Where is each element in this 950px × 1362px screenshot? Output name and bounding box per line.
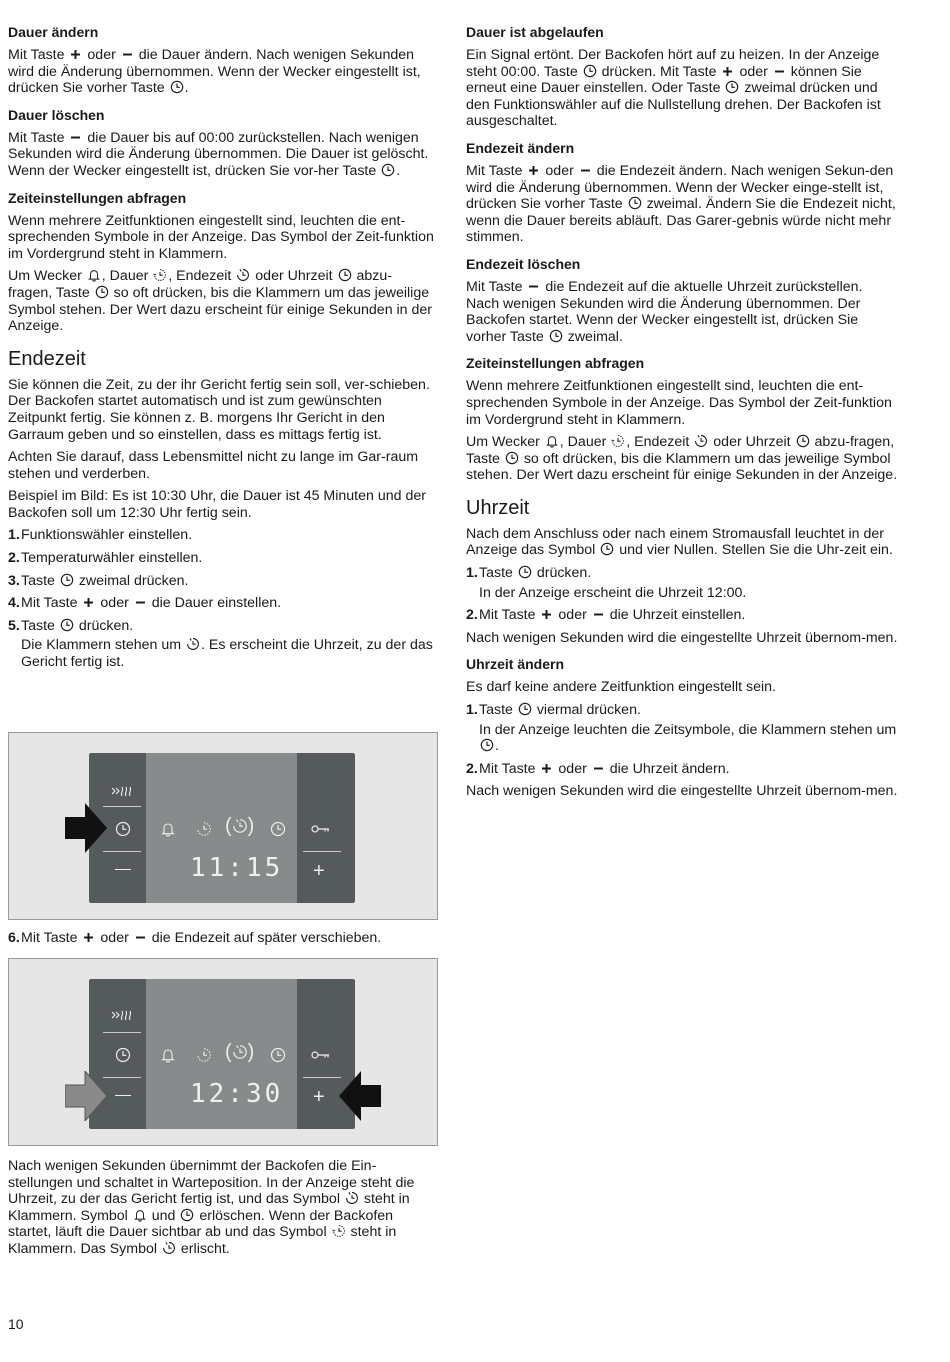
duration-icon bbox=[611, 434, 625, 448]
minus-icon bbox=[134, 931, 147, 944]
clock-icon bbox=[170, 80, 184, 94]
plus-icon bbox=[540, 762, 553, 775]
clock-icon bbox=[505, 451, 519, 465]
clock-icon bbox=[60, 618, 74, 632]
step-3: 3. Taste zweimal drücken. bbox=[8, 572, 189, 589]
duration-icon bbox=[153, 268, 167, 282]
minus-icon bbox=[773, 65, 786, 78]
heading-uhrzeit-aendern: Uhrzeit ändern bbox=[466, 656, 565, 673]
endtime-icon bbox=[236, 268, 250, 282]
bell-icon bbox=[160, 1047, 176, 1063]
minus-icon bbox=[592, 608, 605, 621]
heading-zeiteinstellungen-abfragen: Zeiteinstellungen abfragen bbox=[8, 189, 187, 206]
right-column bbox=[466, 24, 898, 806]
clock-icon bbox=[270, 821, 286, 837]
clock-button-icon[interactable] bbox=[115, 1047, 131, 1063]
step-2: 2. Temperaturwähler einstellen. bbox=[8, 550, 203, 567]
heading-endezeit: Endezeit bbox=[8, 347, 86, 370]
clock-icon bbox=[480, 738, 494, 752]
paragraph-dauer-aendern: Mit Taste oder die Dauer ändern. Nach wenigen Sekunden wird die Änderung übernommen. Wenn der Wecker eingestellt ist, drücken Sie vorher Taste . bbox=[8, 47, 421, 97]
arrow-pointer-icon-black bbox=[339, 1071, 381, 1121]
arrow-pointer-icon bbox=[65, 803, 107, 853]
paragraph-dauer-loeschen: Mit Taste die Dauer bis auf 00:00 zurückstellen. Nach wenigen Sekunden wird die Änderung übernommen. Die Dauer ist gelöscht. Wenn der Wecker eingestellt ist, drücken Sie vor-her Taste . bbox=[8, 129, 429, 179]
control-panel bbox=[89, 979, 355, 1129]
key-lock-icon[interactable] bbox=[311, 823, 331, 835]
arrow-pointer-icon-grey bbox=[65, 1071, 107, 1121]
duration-icon bbox=[196, 1047, 212, 1063]
step-4: 4. Mit Taste oder die Dauer einstellen. bbox=[8, 595, 282, 612]
heading-endezeit-loeschen: Endezeit löschen bbox=[466, 255, 581, 272]
bell-icon bbox=[133, 1208, 147, 1222]
heating-icon bbox=[111, 783, 135, 799]
uhrzeit-step-2: 2. Mit Taste oder die Uhrzeit einstellen. bbox=[466, 607, 746, 624]
plus-button[interactable]: + bbox=[313, 860, 325, 882]
paragraph-after: Nach wenigen Sekunden übernimmt der Backofen die Ein-stellungen und schaltet in Warteposition. In der Anzeige steht die Uhrzeit, zu der das Gericht fertig ist, und das Symbol steht in Klammern. Symbol und erlöschen. Wenn der Backofen startet, läuft die Dauer sichtbar ab und das Symbol steht in Klammern. Das Symbol erlischt. bbox=[8, 1158, 415, 1257]
heading-uhrzeit: Uhrzeit bbox=[466, 496, 530, 519]
paragraph-endezeit-1: Sie können die Zeit, zu der ihr Gericht fertig sein soll, ver-schieben. Der Backofen startet automatisch und ist zum gewünschten Zeitpunkt fertig. Sie können z. B. morgens Ihr Gericht in den Garraum geben und so einstellen, dass es mittags fertig ist. bbox=[8, 376, 430, 443]
minus-icon bbox=[527, 280, 540, 293]
paragraph-uhrzeit-2: Nach wenigen Sekunden wird die eingestellte Uhrzeit übernom-men. bbox=[466, 629, 898, 646]
uhrzeit-aendern-step-2: 2. Mit Taste oder die Uhrzeit ändern. bbox=[466, 760, 730, 777]
minus-icon bbox=[121, 48, 134, 61]
paragraph-uhrzeit-aendern-2: Nach wenigen Sekunden wird die eingestellte Uhrzeit übernom-men. bbox=[466, 783, 898, 800]
paragraph-uhrzeit-aendern-1: Es darf keine andere Zeitfunktion eingestellt sein. bbox=[466, 679, 776, 696]
clock-icon bbox=[600, 542, 614, 556]
paragraph-endezeit-loeschen: Mit Taste die Endezeit auf die aktuelle Uhrzeit zurückstellen. Nach wenigen Sekunden wird die Änderung übernommen. Der Backofen startet. Wenn der Wecker eingestellt ist, drücken Sie vorher Taste zweimal. bbox=[466, 278, 863, 345]
heading-endezeit-aendern: Endezeit ändern bbox=[466, 139, 575, 156]
plus-icon bbox=[69, 48, 82, 61]
paragraph-endezeit-aendern: Mit Taste oder die Endezeit ändern. Nach wenigen Sekun-den wird die Änderung übernommen. Wenn der Wecker einge-stellt ist, drücken Sie vorher Taste zweimal. Ändern Sie die Endezeit nicht, wenn die Dauer bereits abläuft. Das Garer-gebnis würde nicht mehr stimmen. bbox=[466, 162, 896, 246]
duration-icon bbox=[332, 1224, 346, 1238]
clock-icon bbox=[518, 702, 532, 716]
endtime-bracketed-icon: ( ) bbox=[225, 1041, 255, 1063]
key-lock-icon[interactable] bbox=[311, 1049, 331, 1061]
plus-icon bbox=[82, 596, 95, 609]
endtime-icon bbox=[186, 637, 200, 651]
paragraph-abfragen-1: Wenn mehrere Zeitfunktionen eingestellt sind, leuchten die ent-sprechenden Symbole in der Anzeige. Das Symbol der Zeit-funktion im Vordergrund steht in Klammern. bbox=[8, 212, 434, 262]
clock-icon bbox=[725, 80, 739, 94]
step-1: 1. Funktionswähler einstellen. bbox=[8, 527, 193, 544]
uhrzeit-aendern-step-1: 1. Taste viermal drücken. In der Anzeige leuchten die Zeitsymbole, die Klammern stehen um . bbox=[466, 702, 897, 755]
minus-icon bbox=[592, 762, 605, 775]
paragraph-abfragen-right-2: Um Wecker , Dauer , Endezeit oder Uhrzeit abzu-fragen, Taste so oft drücken, bis die Klammern um das jeweilige Symbol stehen. Der Wert dazu erscheint für einige Sekunden in der Anzeige. bbox=[466, 434, 898, 484]
clock-icon bbox=[270, 1047, 286, 1063]
paragraph-dauer-abgelaufen: Ein Signal ertönt. Der Backofen hört auf zu heizen. In der Anzeige steht 00:00. Taste drücken. Mit Taste oder können Sie erneut eine Dauer einstellen. Oder Taste zweimal drücken und den Funktionswähler auf die Nullstellung drehen. Der Backofen ist ausgeschaltet. bbox=[466, 47, 881, 130]
paragraph-abfragen-right-1: Wenn mehrere Zeitfunktionen eingestellt sind, leuchten die ent-sprechenden Symbole in der Anzeige. Das Symbol der Zeit-funktion im Vordergrund steht in Klammern. bbox=[466, 378, 892, 428]
step-5-result: Die Klammern stehen um . Es erscheint die Uhrzeit, zu der das Gericht fertig ist. bbox=[21, 637, 433, 671]
minus-button[interactable] bbox=[115, 869, 131, 870]
step-5: 5. Taste drücken. Die Klammern stehen um . Es erscheint die Uhrzeit, zu der das Gericht fertig ist. bbox=[8, 618, 436, 671]
endtime-icon bbox=[162, 1241, 176, 1255]
plus-icon bbox=[82, 931, 95, 944]
plus-button[interactable]: + bbox=[313, 1086, 325, 1108]
clock-icon bbox=[338, 268, 352, 282]
heading-dauer-aendern: Dauer ändern bbox=[8, 24, 99, 40]
left-column bbox=[8, 24, 436, 677]
clock-icon bbox=[549, 329, 563, 343]
bell-icon bbox=[545, 434, 559, 448]
minus-icon bbox=[579, 164, 592, 177]
clock-icon bbox=[628, 196, 642, 210]
heading-zeiteinstellungen-abfragen-right: Zeiteinstellungen abfragen bbox=[466, 355, 645, 372]
control-panel-figure-2 bbox=[8, 958, 438, 1146]
heading-dauer-loeschen: Dauer löschen bbox=[8, 106, 105, 123]
left-column-bottom bbox=[8, 1158, 436, 1264]
plus-icon bbox=[527, 164, 540, 177]
clock-icon bbox=[180, 1208, 194, 1222]
paragraph-abfragen-2: Um Wecker , Dauer , Endezeit oder Uhrzeit abzu-fragen, Taste so oft drücken, bis die Klammern um das jeweilige Symbol stehen. Der Wert dazu erscheint für einige Sekunden in der Anzeige. bbox=[8, 268, 433, 335]
display-time: 12:30 bbox=[190, 1079, 284, 1109]
paragraph-uhrzeit-1: Nach dem Anschluss oder nach einem Stromausfall leuchtet in der Anzeige das Symbol und vier Nullen. Stellen Sie die Uhr-zeit ein. bbox=[466, 525, 893, 559]
clock-icon bbox=[60, 573, 74, 587]
minus-icon bbox=[69, 131, 82, 144]
minus-icon bbox=[134, 596, 147, 609]
page-number: 10 bbox=[8, 1316, 24, 1332]
endtime-bracketed-icon: ( ) bbox=[225, 815, 255, 837]
control-panel-figure-1 bbox=[8, 732, 438, 920]
paragraph-endezeit-2: Achten Sie darauf, dass Lebensmittel nicht zu lange im Gar-raum stehen und verderben. bbox=[8, 449, 419, 482]
heading-dauer-abgelaufen: Dauer ist abgelaufen bbox=[466, 24, 604, 40]
clock-button-icon[interactable] bbox=[115, 821, 131, 837]
clock-icon bbox=[796, 434, 810, 448]
plus-icon bbox=[721, 65, 734, 78]
endtime-icon bbox=[694, 434, 708, 448]
paragraph-endezeit-3: Beispiel im Bild: Es ist 10:30 Uhr, die Dauer ist 45 Minuten und der Backofen soll um 12:30 Uhr fertig sein. bbox=[8, 488, 426, 521]
bell-icon bbox=[87, 268, 101, 282]
uhrzeit-step-1: 1. Taste drücken. In der Anzeige erscheint die Uhrzeit 12:00. bbox=[466, 565, 747, 601]
clock-icon bbox=[518, 565, 532, 579]
control-panel bbox=[89, 753, 355, 903]
clock-icon bbox=[583, 64, 597, 78]
left-column-lower bbox=[8, 930, 436, 953]
clock-icon bbox=[381, 163, 395, 177]
clock-icon bbox=[95, 285, 109, 299]
heating-icon bbox=[111, 1007, 135, 1023]
endtime-icon bbox=[345, 1191, 359, 1205]
bell-icon bbox=[160, 821, 176, 837]
plus-icon bbox=[540, 608, 553, 621]
step-6: 6. Mit Taste oder die Endezeit auf später verschieben. bbox=[8, 930, 382, 946]
display-time: 11:15 bbox=[190, 853, 284, 883]
minus-button[interactable] bbox=[115, 1095, 131, 1096]
duration-icon bbox=[196, 821, 212, 837]
